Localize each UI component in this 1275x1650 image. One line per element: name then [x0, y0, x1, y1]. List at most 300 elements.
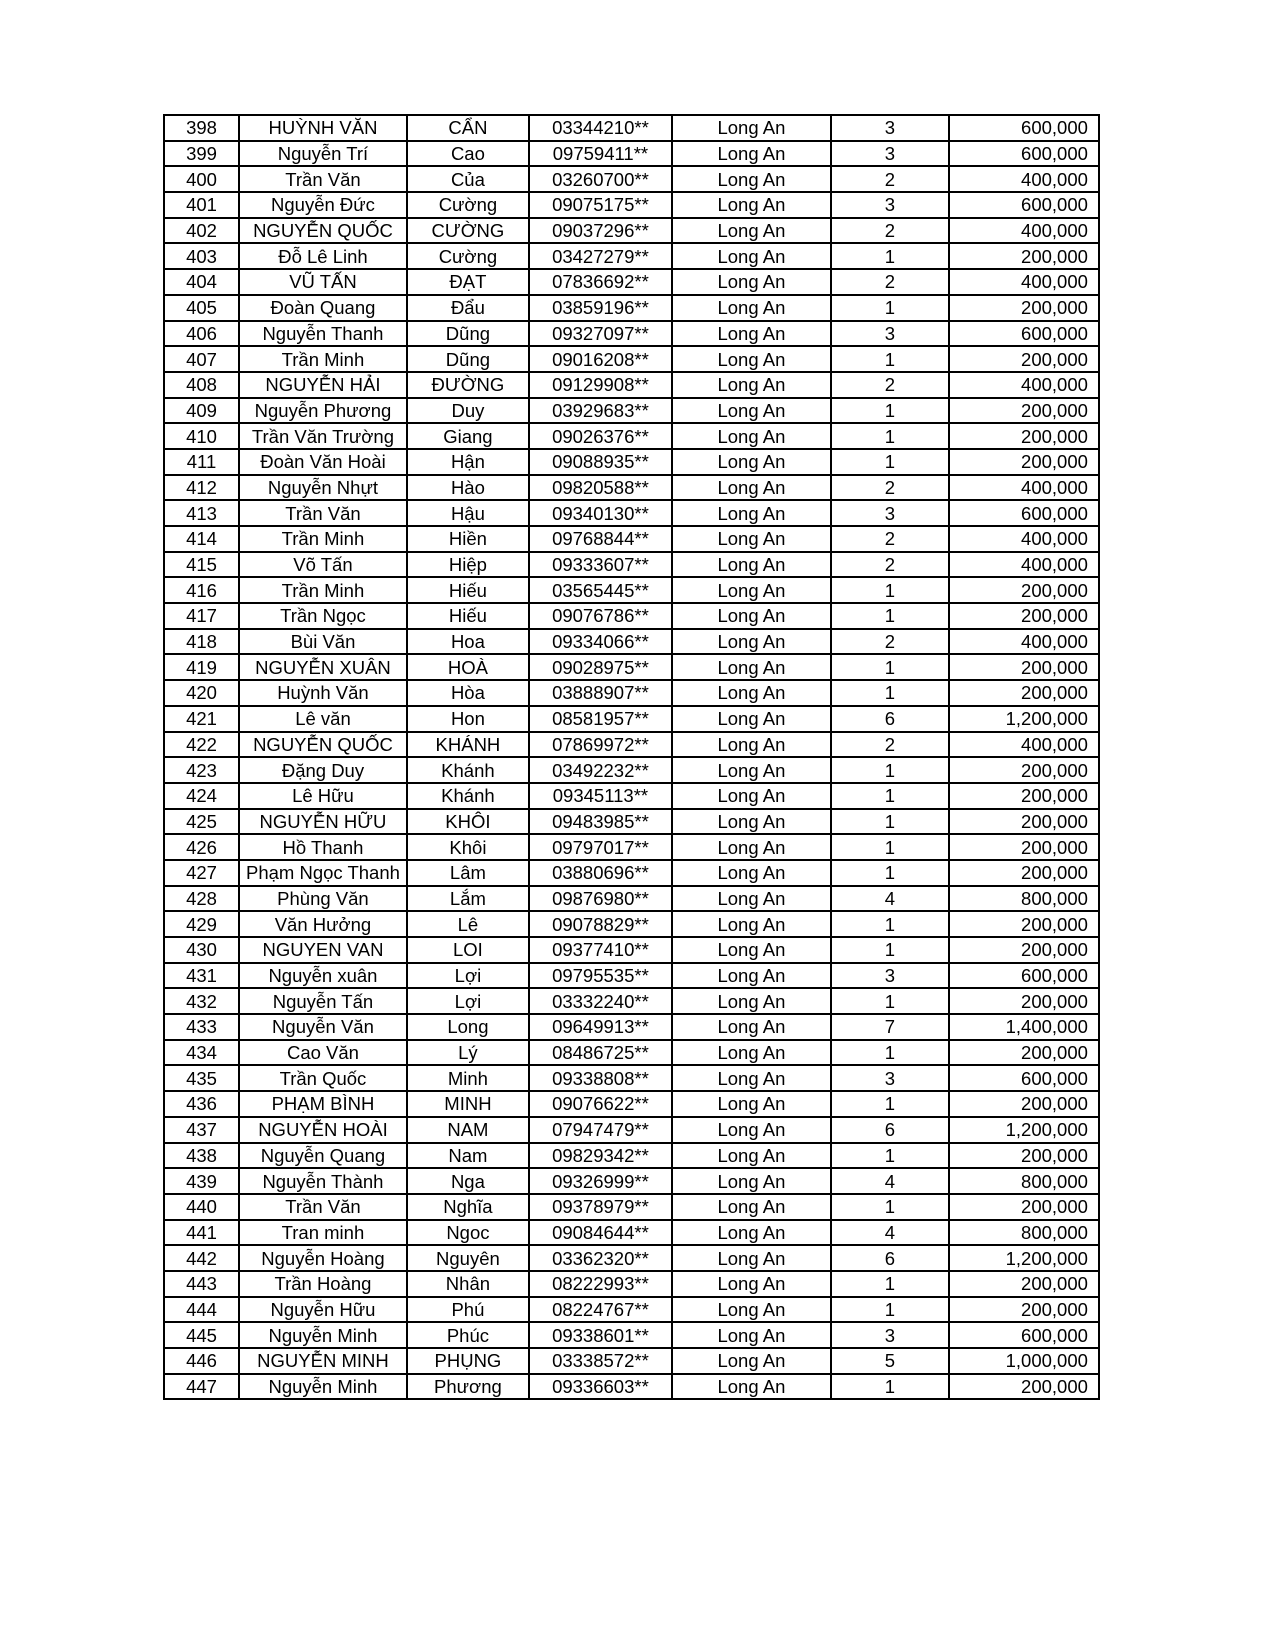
row-number-cell: 440 — [164, 1194, 239, 1220]
phone-cell: 03492232** — [529, 757, 672, 783]
phone-cell: 09078829** — [529, 911, 672, 937]
quantity-cell: 1 — [831, 1297, 949, 1323]
phone-cell: 09327097** — [529, 321, 672, 347]
table-row — [164, 860, 1099, 886]
phone-cell: 09037296** — [529, 218, 672, 244]
table-row — [164, 1271, 1099, 1297]
quantity-cell: 2 — [831, 218, 949, 244]
province-cell: Long An — [672, 115, 831, 141]
amount-cell: 400,000 — [949, 552, 1099, 578]
given-name-cell: Hiếu — [407, 577, 529, 603]
surname-cell: Trần Văn — [239, 166, 407, 192]
amount-cell: 200,000 — [949, 1091, 1099, 1117]
surname-cell: NGUYỄN QUỐC — [239, 732, 407, 758]
surname-cell: Lê Hữu — [239, 783, 407, 809]
row-number-cell: 442 — [164, 1245, 239, 1271]
table-row — [164, 321, 1099, 347]
phone-cell: 09768844** — [529, 526, 672, 552]
amount-cell: 1,400,000 — [949, 1014, 1099, 1040]
row-number-cell: 445 — [164, 1322, 239, 1348]
given-name-cell: CẨN — [407, 115, 529, 141]
given-name-cell: Cường — [407, 243, 529, 269]
quantity-cell: 1 — [831, 937, 949, 963]
table-row — [164, 398, 1099, 424]
given-name-cell: KHÔI — [407, 809, 529, 835]
quantity-cell: 1 — [831, 1374, 949, 1400]
phone-cell: 09334066** — [529, 629, 672, 655]
quantity-cell: 1 — [831, 577, 949, 603]
given-name-cell: Khôi — [407, 834, 529, 860]
row-number-cell: 399 — [164, 141, 239, 167]
amount-cell: 600,000 — [949, 115, 1099, 141]
province-cell: Long An — [672, 732, 831, 758]
amount-cell: 400,000 — [949, 269, 1099, 295]
row-number-cell: 407 — [164, 346, 239, 372]
amount-cell: 200,000 — [949, 783, 1099, 809]
surname-cell: Phùng Văn — [239, 886, 407, 912]
surname-cell: Đoàn Văn Hoài — [239, 449, 407, 475]
province-cell: Long An — [672, 809, 831, 835]
row-number-cell: 402 — [164, 218, 239, 244]
quantity-cell: 1 — [831, 809, 949, 835]
province-cell: Long An — [672, 1143, 831, 1169]
province-cell: Long An — [672, 526, 831, 552]
phone-cell: 09876980** — [529, 886, 672, 912]
amount-cell: 800,000 — [949, 1168, 1099, 1194]
quantity-cell: 2 — [831, 372, 949, 398]
phone-cell: 07869972** — [529, 732, 672, 758]
surname-cell: Đỗ Lê Linh — [239, 243, 407, 269]
given-name-cell: MINH — [407, 1091, 529, 1117]
province-cell: Long An — [672, 680, 831, 706]
table-row — [164, 1220, 1099, 1246]
phone-cell: 08224767** — [529, 1297, 672, 1323]
phone-cell: 09820588** — [529, 475, 672, 501]
quantity-cell: 6 — [831, 1117, 949, 1143]
table-row — [164, 526, 1099, 552]
quantity-cell: 1 — [831, 1143, 949, 1169]
phone-cell: 03344210** — [529, 115, 672, 141]
row-number-cell: 436 — [164, 1091, 239, 1117]
given-name-cell: Lê — [407, 911, 529, 937]
amount-cell: 400,000 — [949, 166, 1099, 192]
table-row — [164, 218, 1099, 244]
surname-cell: Nguyễn Văn — [239, 1014, 407, 1040]
given-name-cell: Lý — [407, 1040, 529, 1066]
province-cell: Long An — [672, 166, 831, 192]
row-number-cell: 434 — [164, 1040, 239, 1066]
phone-cell: 09797017** — [529, 834, 672, 860]
phone-cell: 09076622** — [529, 1091, 672, 1117]
quantity-cell: 2 — [831, 629, 949, 655]
row-number-cell: 421 — [164, 706, 239, 732]
phone-cell: 09759411** — [529, 141, 672, 167]
surname-cell: Nguyễn Quang — [239, 1143, 407, 1169]
quantity-cell: 1 — [831, 1091, 949, 1117]
row-number-cell: 413 — [164, 500, 239, 526]
given-name-cell: Hoa — [407, 629, 529, 655]
given-name-cell: Lợi — [407, 963, 529, 989]
given-name-cell: Hận — [407, 449, 529, 475]
amount-cell: 200,000 — [949, 1297, 1099, 1323]
quantity-cell: 3 — [831, 500, 949, 526]
quantity-cell: 5 — [831, 1348, 949, 1374]
row-number-cell: 447 — [164, 1374, 239, 1400]
phone-cell: 08222993** — [529, 1271, 672, 1297]
phone-cell: 09483985** — [529, 809, 672, 835]
table-row — [164, 937, 1099, 963]
amount-cell: 400,000 — [949, 372, 1099, 398]
given-name-cell: NAM — [407, 1117, 529, 1143]
surname-cell: NGUYEN VAN — [239, 937, 407, 963]
row-number-cell: 416 — [164, 577, 239, 603]
province-cell: Long An — [672, 860, 831, 886]
surname-cell: NGUYỄN QUỐC — [239, 218, 407, 244]
quantity-cell: 1 — [831, 654, 949, 680]
phone-cell: 09326999** — [529, 1168, 672, 1194]
quantity-cell: 3 — [831, 1322, 949, 1348]
table-row — [164, 166, 1099, 192]
phone-cell: 03859196** — [529, 295, 672, 321]
row-number-cell: 411 — [164, 449, 239, 475]
row-number-cell: 432 — [164, 988, 239, 1014]
province-cell: Long An — [672, 757, 831, 783]
given-name-cell: Hậu — [407, 500, 529, 526]
quantity-cell: 1 — [831, 346, 949, 372]
table-row — [164, 372, 1099, 398]
phone-cell: 09338808** — [529, 1065, 672, 1091]
row-number-cell: 446 — [164, 1348, 239, 1374]
row-number-cell: 430 — [164, 937, 239, 963]
amount-cell: 200,000 — [949, 654, 1099, 680]
given-name-cell: KHÁNH — [407, 732, 529, 758]
given-name-cell: Cao — [407, 141, 529, 167]
province-cell: Long An — [672, 1014, 831, 1040]
phone-cell: 09084644** — [529, 1220, 672, 1246]
amount-cell: 1,200,000 — [949, 1117, 1099, 1143]
phone-cell: 09340130** — [529, 500, 672, 526]
amount-cell: 800,000 — [949, 886, 1099, 912]
table-row — [164, 680, 1099, 706]
province-cell: Long An — [672, 963, 831, 989]
surname-cell: Trần Văn — [239, 500, 407, 526]
amount-cell: 1,200,000 — [949, 706, 1099, 732]
province-cell: Long An — [672, 1374, 831, 1400]
surname-cell: Lê văn — [239, 706, 407, 732]
table-row — [164, 295, 1099, 321]
quantity-cell: 1 — [831, 1040, 949, 1066]
quantity-cell: 1 — [831, 680, 949, 706]
row-number-cell: 433 — [164, 1014, 239, 1040]
quantity-cell: 1 — [831, 757, 949, 783]
phone-cell: 09333607** — [529, 552, 672, 578]
amount-cell: 200,000 — [949, 1194, 1099, 1220]
phone-cell: 03565445** — [529, 577, 672, 603]
province-cell: Long An — [672, 1040, 831, 1066]
table-row — [164, 834, 1099, 860]
row-number-cell: 437 — [164, 1117, 239, 1143]
row-number-cell: 400 — [164, 166, 239, 192]
province-cell: Long An — [672, 1322, 831, 1348]
table-row — [164, 783, 1099, 809]
table-row — [164, 449, 1099, 475]
surname-cell: Nguyễn Minh — [239, 1374, 407, 1400]
row-number-cell: 420 — [164, 680, 239, 706]
given-name-cell: Cường — [407, 192, 529, 218]
table-row — [164, 423, 1099, 449]
surname-cell: Trần Văn Trường — [239, 423, 407, 449]
amount-cell: 200,000 — [949, 346, 1099, 372]
table-row — [164, 1348, 1099, 1374]
surname-cell: Nguyễn Minh — [239, 1322, 407, 1348]
amount-cell: 600,000 — [949, 321, 1099, 347]
table-row — [164, 963, 1099, 989]
phone-cell: 09076786** — [529, 603, 672, 629]
row-number-cell: 435 — [164, 1065, 239, 1091]
province-cell: Long An — [672, 911, 831, 937]
province-cell: Long An — [672, 141, 831, 167]
phone-cell: 09795535** — [529, 963, 672, 989]
surname-cell: Nguyễn Hoàng — [239, 1245, 407, 1271]
amount-cell: 200,000 — [949, 243, 1099, 269]
amount-cell: 200,000 — [949, 1374, 1099, 1400]
phone-cell: 09129908** — [529, 372, 672, 398]
given-name-cell: Dũng — [407, 321, 529, 347]
province-cell: Long An — [672, 346, 831, 372]
row-number-cell: 429 — [164, 911, 239, 937]
surname-cell: NGUYỄN XUÂN — [239, 654, 407, 680]
surname-cell: Nguyễn Hữu — [239, 1297, 407, 1323]
given-name-cell: Phương — [407, 1374, 529, 1400]
quantity-cell: 1 — [831, 1194, 949, 1220]
table-row — [164, 1297, 1099, 1323]
quantity-cell: 1 — [831, 783, 949, 809]
table-row — [164, 1322, 1099, 1348]
province-cell: Long An — [672, 423, 831, 449]
surname-cell: Trần Quốc — [239, 1065, 407, 1091]
surname-cell: Nguyễn Nhựt — [239, 475, 407, 501]
surname-cell: Nguyễn Đức — [239, 192, 407, 218]
amount-cell: 200,000 — [949, 603, 1099, 629]
row-number-cell: 414 — [164, 526, 239, 552]
surname-cell: HUỲNH VĂN — [239, 115, 407, 141]
quantity-cell: 2 — [831, 732, 949, 758]
province-cell: Long An — [672, 243, 831, 269]
amount-cell: 200,000 — [949, 757, 1099, 783]
row-number-cell: 438 — [164, 1143, 239, 1169]
amount-cell: 600,000 — [949, 963, 1099, 989]
quantity-cell: 1 — [831, 243, 949, 269]
quantity-cell: 3 — [831, 1065, 949, 1091]
beneficiary-table — [163, 114, 1100, 1400]
table-body — [164, 115, 1099, 1399]
table-row — [164, 1065, 1099, 1091]
quantity-cell: 1 — [831, 423, 949, 449]
phone-cell: 09378979** — [529, 1194, 672, 1220]
quantity-cell: 6 — [831, 1245, 949, 1271]
province-cell: Long An — [672, 629, 831, 655]
surname-cell: Tran minh — [239, 1220, 407, 1246]
amount-cell: 600,000 — [949, 192, 1099, 218]
quantity-cell: 2 — [831, 526, 949, 552]
row-number-cell: 418 — [164, 629, 239, 655]
surname-cell: Phạm Ngọc Thanh — [239, 860, 407, 886]
surname-cell: VŨ TẤN — [239, 269, 407, 295]
given-name-cell: CƯỜNG — [407, 218, 529, 244]
given-name-cell: Khánh — [407, 757, 529, 783]
phone-cell: 07947479** — [529, 1117, 672, 1143]
table-row — [164, 757, 1099, 783]
row-number-cell: 417 — [164, 603, 239, 629]
quantity-cell: 2 — [831, 269, 949, 295]
phone-cell: 09377410** — [529, 937, 672, 963]
table-row — [164, 1168, 1099, 1194]
surname-cell: Cao Văn — [239, 1040, 407, 1066]
quantity-cell: 2 — [831, 552, 949, 578]
phone-cell: 03362320** — [529, 1245, 672, 1271]
quantity-cell: 7 — [831, 1014, 949, 1040]
given-name-cell: ĐƯỜNG — [407, 372, 529, 398]
amount-cell: 200,000 — [949, 860, 1099, 886]
table-row — [164, 577, 1099, 603]
phone-cell: 03332240** — [529, 988, 672, 1014]
amount-cell: 600,000 — [949, 141, 1099, 167]
province-cell: Long An — [672, 552, 831, 578]
province-cell: Long An — [672, 1168, 831, 1194]
amount-cell: 400,000 — [949, 732, 1099, 758]
amount-cell: 1,000,000 — [949, 1348, 1099, 1374]
given-name-cell: PHỤNG — [407, 1348, 529, 1374]
province-cell: Long An — [672, 654, 831, 680]
given-name-cell: Nga — [407, 1168, 529, 1194]
province-cell: Long An — [672, 1194, 831, 1220]
table-row — [164, 911, 1099, 937]
given-name-cell: Phú — [407, 1297, 529, 1323]
given-name-cell: Giang — [407, 423, 529, 449]
surname-cell: NGUYỄN HỮU — [239, 809, 407, 835]
given-name-cell: Khánh — [407, 783, 529, 809]
given-name-cell: Hon — [407, 706, 529, 732]
given-name-cell: Phúc — [407, 1322, 529, 1348]
table-row — [164, 603, 1099, 629]
given-name-cell: Lắm — [407, 886, 529, 912]
given-name-cell: Minh — [407, 1065, 529, 1091]
amount-cell: 200,000 — [949, 911, 1099, 937]
surname-cell: Trần Văn — [239, 1194, 407, 1220]
phone-cell: 09075175** — [529, 192, 672, 218]
phone-cell: 07836692** — [529, 269, 672, 295]
phone-cell: 09338601** — [529, 1322, 672, 1348]
given-name-cell: Của — [407, 166, 529, 192]
surname-cell: NGUYỄN HẢI — [239, 372, 407, 398]
row-number-cell: 426 — [164, 834, 239, 860]
quantity-cell: 1 — [831, 398, 949, 424]
province-cell: Long An — [672, 1245, 831, 1271]
quantity-cell: 1 — [831, 295, 949, 321]
quantity-cell: 4 — [831, 1168, 949, 1194]
surname-cell: Văn Hưởng — [239, 911, 407, 937]
province-cell: Long An — [672, 500, 831, 526]
province-cell: Long An — [672, 1297, 831, 1323]
phone-cell: 09088935** — [529, 449, 672, 475]
row-number-cell: 405 — [164, 295, 239, 321]
phone-cell: 03888907** — [529, 680, 672, 706]
province-cell: Long An — [672, 269, 831, 295]
surname-cell: Nguyễn xuân — [239, 963, 407, 989]
phone-cell: 09026376** — [529, 423, 672, 449]
quantity-cell: 2 — [831, 166, 949, 192]
surname-cell: Đặng Duy — [239, 757, 407, 783]
amount-cell: 200,000 — [949, 449, 1099, 475]
row-number-cell: 423 — [164, 757, 239, 783]
given-name-cell: Hiếu — [407, 603, 529, 629]
given-name-cell: Hòa — [407, 680, 529, 706]
given-name-cell: Nhân — [407, 1271, 529, 1297]
quantity-cell: 1 — [831, 834, 949, 860]
amount-cell: 200,000 — [949, 1271, 1099, 1297]
amount-cell: 400,000 — [949, 218, 1099, 244]
amount-cell: 600,000 — [949, 500, 1099, 526]
province-cell: Long An — [672, 1348, 831, 1374]
table-row — [164, 629, 1099, 655]
given-name-cell: Duy — [407, 398, 529, 424]
province-cell: Long An — [672, 603, 831, 629]
quantity-cell: 3 — [831, 115, 949, 141]
surname-cell: Bùi Văn — [239, 629, 407, 655]
phone-cell: 09829342** — [529, 1143, 672, 1169]
amount-cell: 200,000 — [949, 680, 1099, 706]
given-name-cell: Nguyên — [407, 1245, 529, 1271]
surname-cell: Nguyễn Thanh — [239, 321, 407, 347]
given-name-cell: Lợi — [407, 988, 529, 1014]
table-row — [164, 1194, 1099, 1220]
table-row — [164, 269, 1099, 295]
row-number-cell: 431 — [164, 963, 239, 989]
phone-cell: 09016208** — [529, 346, 672, 372]
quantity-cell: 4 — [831, 1220, 949, 1246]
row-number-cell: 444 — [164, 1297, 239, 1323]
province-cell: Long An — [672, 449, 831, 475]
quantity-cell: 1 — [831, 603, 949, 629]
row-number-cell: 428 — [164, 886, 239, 912]
table-row — [164, 243, 1099, 269]
quantity-cell: 6 — [831, 706, 949, 732]
surname-cell: Trần Minh — [239, 526, 407, 552]
province-cell: Long An — [672, 834, 831, 860]
amount-cell: 200,000 — [949, 809, 1099, 835]
province-cell: Long An — [672, 1220, 831, 1246]
row-number-cell: 439 — [164, 1168, 239, 1194]
table-row — [164, 1245, 1099, 1271]
quantity-cell: 2 — [831, 475, 949, 501]
province-cell: Long An — [672, 1117, 831, 1143]
row-number-cell: 404 — [164, 269, 239, 295]
row-number-cell: 441 — [164, 1220, 239, 1246]
row-number-cell: 415 — [164, 552, 239, 578]
amount-cell: 600,000 — [949, 1322, 1099, 1348]
quantity-cell: 1 — [831, 1271, 949, 1297]
row-number-cell: 422 — [164, 732, 239, 758]
row-number-cell: 412 — [164, 475, 239, 501]
table-row — [164, 500, 1099, 526]
surname-cell: Trần Ngọc — [239, 603, 407, 629]
amount-cell: 1,200,000 — [949, 1245, 1099, 1271]
amount-cell: 200,000 — [949, 988, 1099, 1014]
surname-cell: Nguyễn Tấn — [239, 988, 407, 1014]
given-name-cell: Hiền — [407, 526, 529, 552]
row-number-cell: 406 — [164, 321, 239, 347]
row-number-cell: 443 — [164, 1271, 239, 1297]
